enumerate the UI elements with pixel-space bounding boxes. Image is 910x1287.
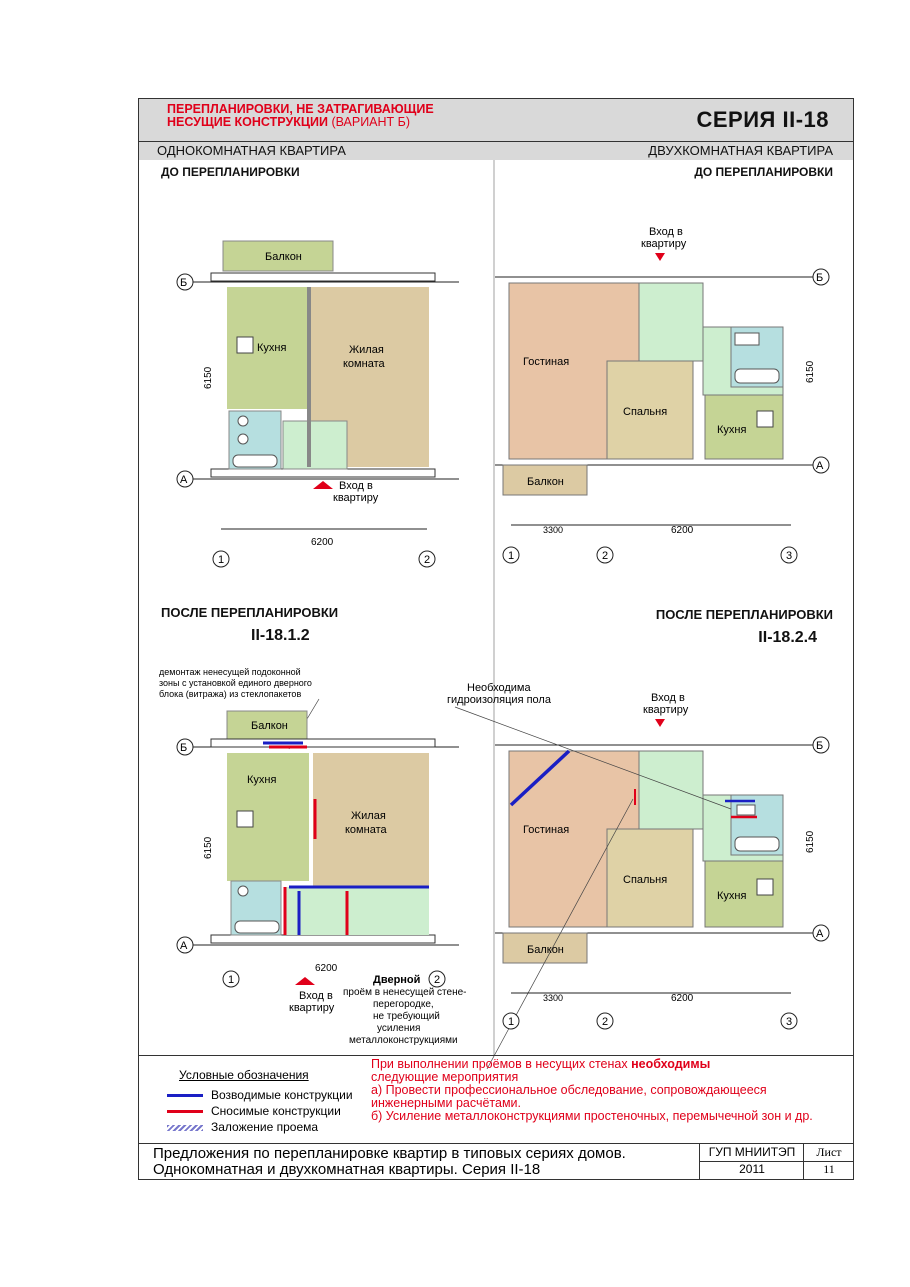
one-room-after-label: ПОСЛЕ ПЕРЕПЛАНИРОВКИ	[161, 605, 339, 620]
note-door-4: не требующий	[373, 1011, 440, 1022]
living-label-2: комната	[345, 824, 387, 836]
header-title-line2: НЕСУЩИЕ КОНСТРУКЦИИ	[167, 115, 328, 129]
legend-title: Условные обозначения	[179, 1068, 309, 1082]
legend-label: Сносимые конструкции	[211, 1104, 341, 1118]
note-dismantle-2: зоны с установкой единого дверного	[159, 678, 312, 688]
living-label: Гостиная	[523, 824, 570, 836]
two-room-after-label: ПОСЛЕ ПЕРЕПЛАНИРОВКИ	[655, 607, 833, 622]
one-room-before-label: ДО ПЕРЕПЛАНИРОВКИ	[161, 165, 300, 179]
note-waterproof-1: Необходима	[467, 682, 531, 694]
stove-icon	[757, 411, 773, 427]
note-door-3: перегородке,	[373, 999, 434, 1010]
balcony-label: Балкон	[251, 720, 288, 732]
axis-b-label: Б	[816, 740, 824, 752]
entrance-arrow-icon	[655, 253, 665, 261]
axis-b-label: Б	[180, 277, 188, 289]
two-room-heading: ДВУХКОМНАТНАЯ КВАРТИРА	[495, 142, 853, 160]
axis-a-label: А	[816, 928, 824, 940]
axis-3-label: 3	[786, 1016, 793, 1028]
living-label-2: комната	[343, 358, 385, 370]
legend-swatch-blue	[167, 1094, 203, 1097]
sink-icon	[238, 434, 248, 444]
bedroom-label: Спальня	[623, 874, 668, 886]
living-label: Гостиная	[523, 356, 570, 368]
axis-a-label: А	[180, 940, 188, 952]
kitchen-label: Кухня	[247, 774, 277, 786]
two-room-code: II-18.2.4	[758, 629, 817, 646]
kitchen-label: Кухня	[717, 890, 747, 902]
note-dismantle-3: блока (витража) из стеклопакетов	[159, 689, 302, 699]
entrance-label-1: Вход в	[651, 692, 685, 704]
toilet-icon	[238, 886, 248, 896]
legend-swatch-red	[167, 1110, 203, 1113]
hall-area	[283, 421, 347, 469]
entrance-label-1: Вход в	[299, 990, 333, 1002]
entrance-arrow-icon	[295, 977, 315, 985]
bathtub-icon	[735, 369, 779, 383]
partition-wall	[307, 287, 311, 467]
sheet-label: Лист	[804, 1144, 854, 1162]
entrance-label-1: Вход в	[339, 480, 373, 492]
dim-depth: 6150	[203, 836, 214, 859]
note-line-b: б) Усиление металлоконструкциями простеночных, перемычечной зон и др.	[371, 1109, 813, 1123]
bathtub-icon	[233, 455, 277, 467]
note-emphasis: необходимы	[631, 1057, 711, 1071]
legend-panel	[139, 1055, 853, 1144]
header-title-line1: ПЕРЕПЛАНИРОВКИ, НЕ ЗАТРАГИВАЮЩИЕ	[167, 102, 434, 116]
wall-bottom	[211, 935, 435, 943]
legend-label: Возводимые конструкции	[211, 1088, 353, 1102]
sheet-header	[139, 99, 853, 142]
axis-1-label: 1	[508, 550, 515, 562]
org-cell	[699, 1144, 804, 1180]
wall-top	[211, 273, 435, 281]
toilet-icon	[735, 333, 759, 345]
dim-right: 6200	[671, 525, 694, 536]
axis-1-label: 1	[218, 554, 225, 566]
kitchen-label: Кухня	[717, 424, 747, 436]
title-line-1: Предложения по перепланировке квартир в типовых сериях домов.	[153, 1145, 626, 1162]
legend-swatch-hatch	[167, 1125, 203, 1131]
header-title-variant: (ВАРИАНТ Б)	[331, 115, 411, 129]
dim-left: 3300	[543, 993, 564, 1003]
one-room-after-plan	[139, 659, 493, 1059]
note-door-5: усиления	[377, 1023, 421, 1034]
two-room-before-label: ДО ПЕРЕПЛАНИРОВКИ	[694, 165, 833, 179]
dim-left: 3300	[543, 525, 564, 535]
axis-a-label: А	[816, 460, 824, 472]
axis-3-label: 3	[786, 550, 793, 562]
sheet-cell	[803, 1144, 854, 1180]
axis-2-label: 2	[602, 550, 609, 562]
one-room-code: II-18.1.2	[251, 627, 310, 644]
axis-1-label: 1	[508, 1016, 515, 1028]
org-name: ГУП МНИИТЭП	[700, 1144, 804, 1162]
bathtub-icon	[735, 837, 779, 851]
entrance-label-2: квартиру	[333, 492, 379, 504]
stove-icon	[237, 337, 253, 353]
wall-top	[211, 739, 435, 747]
balcony-label: Балкон	[265, 251, 302, 263]
hall-area	[639, 283, 703, 361]
note-waterproof-2: гидроизоляция пола	[447, 694, 551, 706]
axis-a-label: А	[180, 474, 188, 486]
title-block	[139, 1143, 853, 1180]
header-title	[167, 103, 434, 129]
two-room-before-plan	[495, 189, 853, 579]
bedroom-label: Спальня	[623, 406, 668, 418]
stove-icon	[237, 811, 253, 827]
entrance-label-1: Вход в	[649, 226, 683, 238]
stove-icon	[757, 879, 773, 895]
note-line-a: а) Провести профессиональное обследование, сопровождающееся инженерными расчётами.	[371, 1083, 767, 1110]
toilet-icon	[238, 416, 248, 426]
title-line-2: Однокомнатная и двухкомнатная квартиры. Серия II-18	[153, 1161, 541, 1178]
axis-b-label: Б	[816, 272, 824, 284]
sheet-number: 11	[823, 1162, 835, 1176]
axis-b-label: Б	[180, 742, 188, 754]
balcony-label: Балкон	[527, 476, 564, 488]
title-block-text	[153, 1146, 626, 1178]
living-label-1: Жилая	[351, 810, 386, 822]
wall-bottom	[211, 469, 435, 477]
note-door-1: Дверной	[373, 974, 421, 986]
legend-label: Заложение проема	[211, 1120, 319, 1134]
note-dismantle-1: демонтаж ненесущей подоконной	[159, 667, 301, 677]
hall-area	[639, 751, 703, 829]
dim-depth: 6150	[805, 830, 816, 853]
note-line-1: При выполнении проёмов в несущих стенах	[371, 1057, 628, 1071]
hall-area	[285, 887, 429, 935]
one-room-heading: ОДНОКОМНАТНАЯ КВАРТИРА	[139, 142, 510, 160]
axis-1-label: 1	[228, 974, 235, 986]
entrance-arrow-icon	[313, 481, 333, 489]
axis-2-label: 2	[434, 974, 441, 986]
note-door-6: металлоконструкциями	[349, 1035, 458, 1046]
axis-2-label: 2	[602, 1016, 609, 1028]
one-room-before-plan	[139, 189, 493, 579]
two-room-after-plan	[447, 659, 853, 1059]
note-line-2: следующие мероприятия	[371, 1070, 519, 1084]
org-year: 2011	[739, 1162, 765, 1176]
entrance-label-2: квартиру	[289, 1002, 335, 1014]
drawing-sheet	[138, 98, 854, 1180]
dim-width: 6200	[315, 963, 338, 974]
axis-2-label: 2	[424, 554, 431, 566]
dim-right: 6200	[671, 993, 694, 1004]
legend-item-removed	[167, 1104, 341, 1118]
entrance-arrow-icon	[655, 719, 665, 727]
note-door-2: проём в ненесущей стене-	[343, 987, 467, 998]
legend-item-new	[167, 1088, 353, 1102]
toilet-icon	[737, 805, 755, 815]
living-label-1: Жилая	[349, 344, 384, 356]
dim-depth: 6150	[805, 360, 816, 383]
entrance-label-2: квартиру	[643, 704, 689, 716]
kitchen-label: Кухня	[257, 342, 287, 354]
legend-notes	[371, 1058, 841, 1123]
dim-depth: 6150	[203, 366, 214, 389]
dim-width: 6200	[311, 537, 334, 548]
entrance-label-2: квартиру	[641, 238, 687, 250]
balcony-label: Балкон	[527, 944, 564, 956]
bathtub-icon	[235, 921, 279, 933]
legend-item-filled	[167, 1120, 318, 1134]
series-label: СЕРИЯ II-18	[696, 107, 829, 132]
